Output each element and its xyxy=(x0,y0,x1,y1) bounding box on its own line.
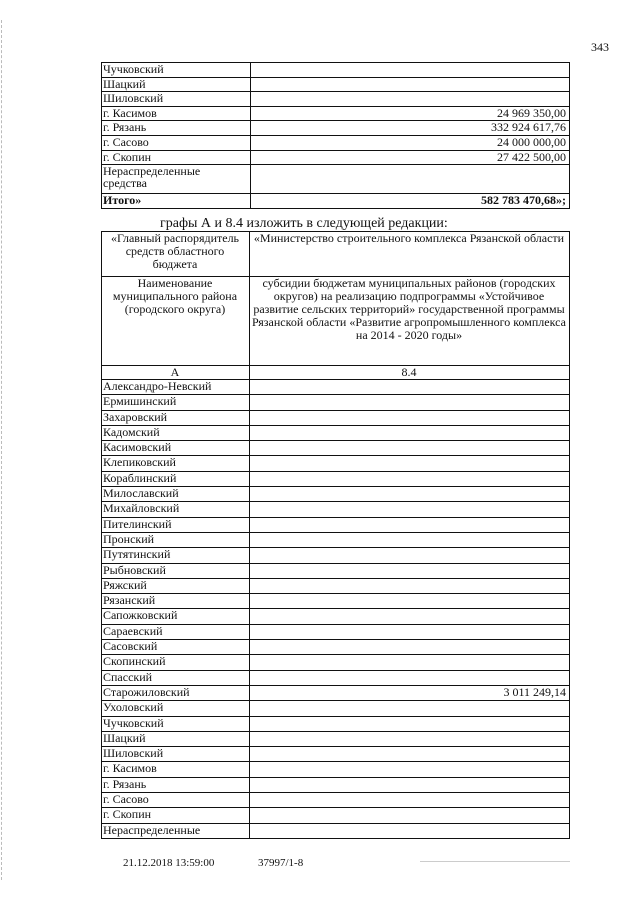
table-row xyxy=(102,487,570,502)
table-row xyxy=(102,578,570,593)
table-row xyxy=(102,563,570,578)
table-row xyxy=(102,731,570,746)
district-name-cell: Старожиловский xyxy=(102,685,250,700)
district-name-cell: Путятинский xyxy=(102,548,250,563)
table-row xyxy=(102,777,570,792)
table-row xyxy=(102,106,570,121)
district-name-cell: Милославский xyxy=(102,487,250,502)
table-row xyxy=(102,548,570,563)
amount-cell xyxy=(250,502,570,517)
district-name-cell: г. Скопин xyxy=(102,808,250,823)
total-amount: 582 783 470,68»; xyxy=(251,194,570,209)
table-row xyxy=(102,410,570,425)
district-name-cell: Касимовский xyxy=(102,441,250,456)
table-row xyxy=(102,425,570,440)
table-row xyxy=(102,594,570,609)
allocation-table-continued xyxy=(101,62,570,209)
table-row xyxy=(102,701,570,716)
page-number: 343 xyxy=(591,40,609,54)
district-name-cell: Сапожковский xyxy=(102,609,250,624)
footer-doc-code: 37997/1-8 xyxy=(258,857,304,869)
district-name-cell: г. Скопин xyxy=(102,150,251,165)
district-name-cell: Нераспределенные средства xyxy=(102,165,251,194)
scan-edge-mark xyxy=(1,20,4,880)
amount-cell xyxy=(250,808,570,823)
table-row xyxy=(102,502,570,517)
district-name-cell: г. Сасово xyxy=(102,135,251,150)
amount-cell xyxy=(250,655,570,670)
table-row xyxy=(102,77,570,92)
table-row xyxy=(102,121,570,136)
amount-cell xyxy=(250,380,570,395)
table-row xyxy=(102,808,570,823)
total-label: Итого» xyxy=(102,194,251,209)
amount-cell xyxy=(250,487,570,502)
amount-cell: 3 011 249,14 xyxy=(250,685,570,700)
table-row xyxy=(102,395,570,410)
table-row xyxy=(102,63,570,78)
amount-cell xyxy=(250,594,570,609)
amount-cell: 27 422 500,00 xyxy=(251,150,570,165)
district-name-cell: г. Рязань xyxy=(102,121,251,136)
amount-cell: 24 969 350,00 xyxy=(251,106,570,121)
amount-cell: 24 000 000,00 xyxy=(251,135,570,150)
district-name-cell: Шиловский xyxy=(102,747,250,762)
header-distributor-value: «Министерство строительного комплекса Рязанской области xyxy=(250,232,570,277)
header-row-distributor xyxy=(102,232,570,277)
amount-cell xyxy=(250,640,570,655)
amount-cell xyxy=(250,548,570,563)
district-name-cell: Ермишинский xyxy=(102,395,250,410)
district-name-cell: Нераспределенные xyxy=(102,823,250,838)
table-row xyxy=(102,92,570,107)
table-row xyxy=(102,823,570,838)
amount-cell xyxy=(250,731,570,746)
amount-cell xyxy=(250,441,570,456)
district-name-cell: Спасский xyxy=(102,670,250,685)
amount-cell xyxy=(250,609,570,624)
amount-cell xyxy=(250,793,570,808)
district-name-cell: Скопинский xyxy=(102,655,250,670)
amount-cell xyxy=(250,777,570,792)
amount-cell xyxy=(250,701,570,716)
district-name-cell: Ухоловский xyxy=(102,701,250,716)
table-row xyxy=(102,762,570,777)
amount-cell xyxy=(250,624,570,639)
amount-cell xyxy=(250,425,570,440)
amount-cell xyxy=(251,63,570,78)
amount-cell xyxy=(250,823,570,838)
district-name-cell: Чучковский xyxy=(102,63,251,78)
district-name-cell: Пронский xyxy=(102,532,250,547)
district-name-cell: Александро-Невский xyxy=(102,380,250,395)
district-name-cell: Клепиковский xyxy=(102,456,250,471)
district-name-cell: Пителинский xyxy=(102,517,250,532)
amount-cell xyxy=(250,517,570,532)
district-name-cell: Ряжский xyxy=(102,578,250,593)
table-row xyxy=(102,441,570,456)
header-district-name: Наименование муниципального района (городского округа) xyxy=(102,277,250,366)
table-row xyxy=(102,670,570,685)
amount-cell xyxy=(250,578,570,593)
table-row xyxy=(102,165,570,194)
amount-cell xyxy=(250,471,570,486)
district-name-cell: Кораблинский xyxy=(102,471,250,486)
district-name-cell: г. Рязань xyxy=(102,777,250,792)
amount-cell xyxy=(250,456,570,471)
amount-cell xyxy=(250,410,570,425)
district-name-cell: Захаровский xyxy=(102,410,250,425)
amount-cell xyxy=(250,762,570,777)
district-name-cell: Чучковский xyxy=(102,716,250,731)
amount-cell xyxy=(250,670,570,685)
table-row xyxy=(102,793,570,808)
amount-cell xyxy=(250,563,570,578)
amount-cell xyxy=(250,716,570,731)
amount-cell: 332 924 617,76 xyxy=(251,121,570,136)
district-name-cell: г. Сасово xyxy=(102,793,250,808)
district-name-cell: Сасовский xyxy=(102,640,250,655)
district-name-cell: г. Касимов xyxy=(102,106,251,121)
district-name-cell: г. Касимов xyxy=(102,762,250,777)
amount-cell xyxy=(251,77,570,92)
header-subsidy-description: субсидии бюджетам муниципальных районов (городских округов) на реализацию подпрограммы «Устойчивое развитие сельских территорий» государственной программы Рязанской области «Развитие агропромышленного комплекса на 2014 - 2020 годы» xyxy=(250,277,570,366)
header-row-columns xyxy=(102,277,570,366)
district-name-cell: Шацкий xyxy=(102,731,250,746)
district-name-cell: Рязанский xyxy=(102,594,250,609)
total-row xyxy=(102,194,570,209)
header-distributor-label: «Главный распорядитель средств областного бюджета xyxy=(102,232,250,277)
table-row xyxy=(102,609,570,624)
table-row xyxy=(102,380,570,395)
district-name-cell: Шиловский xyxy=(102,92,251,107)
amount-cell xyxy=(250,747,570,762)
table-row xyxy=(102,685,570,700)
table-row xyxy=(102,517,570,532)
table-row xyxy=(102,150,570,165)
footer-datetime: 21.12.2018 13:59:00 xyxy=(123,857,215,869)
header-row-codes xyxy=(102,366,570,380)
amount-cell xyxy=(250,532,570,547)
amount-cell xyxy=(251,165,570,194)
table-row xyxy=(102,640,570,655)
table-row xyxy=(102,135,570,150)
table-row xyxy=(102,655,570,670)
amount-cell xyxy=(250,395,570,410)
district-name-cell: Михайловский xyxy=(102,502,250,517)
column-code-a: А xyxy=(102,366,250,380)
table-row xyxy=(102,716,570,731)
table-row xyxy=(102,456,570,471)
district-name-cell: Кадомский xyxy=(102,425,250,440)
district-name-cell: Шацкий xyxy=(102,77,251,92)
district-name-cell: Сараевский xyxy=(102,624,250,639)
table-row xyxy=(102,624,570,639)
scan-smudge xyxy=(420,861,570,862)
table-row xyxy=(102,532,570,547)
table-row xyxy=(102,747,570,762)
allocation-table-8-4 xyxy=(101,231,570,839)
district-name-cell: Рыбновский xyxy=(102,563,250,578)
column-code-8-4: 8.4 xyxy=(250,366,570,380)
intro-text: графы А и 8.4 изложить в следующей редакции: xyxy=(160,216,448,231)
amount-cell xyxy=(251,92,570,107)
table-row xyxy=(102,471,570,486)
